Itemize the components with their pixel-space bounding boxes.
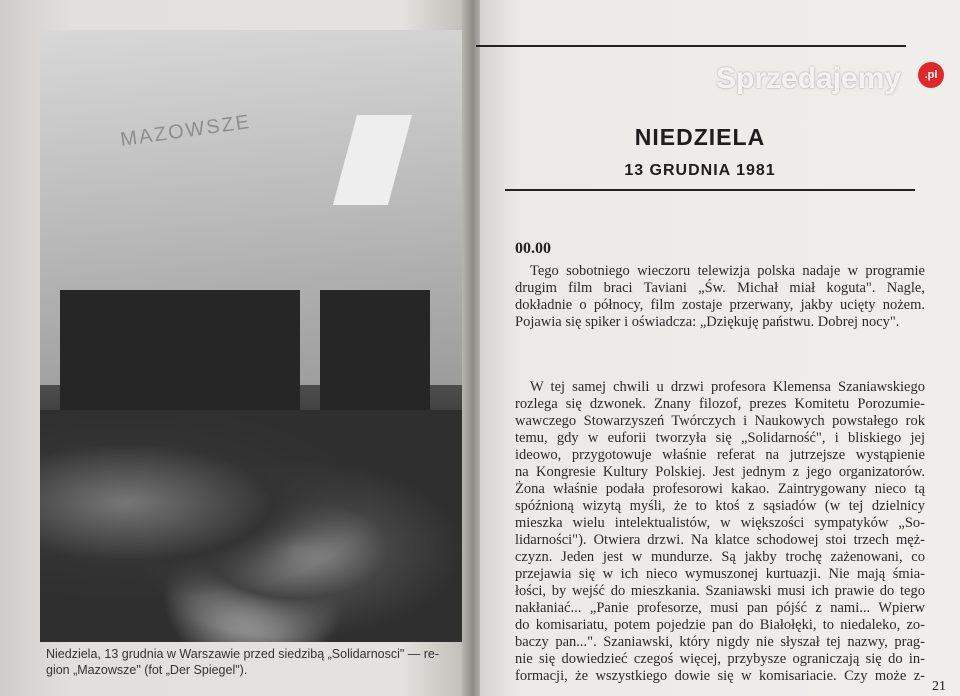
text-line: Pojawia się spiker i oświadcza: „Dziękuję państwu. Dobrej nocy". — [515, 314, 900, 330]
watermark: Sprzedajemy — [716, 62, 902, 95]
chapter-date: 13 GRUDNIA 1981 — [624, 162, 776, 179]
text-line: łości, by wejść do mieszkania. Szaniawski musi ich prawie do tego — [515, 583, 925, 599]
time-heading: 00.00 — [515, 240, 551, 257]
text-line: na Kongresie Kultury Polskiej. Jest jednym z jego organizatorów. — [515, 464, 925, 480]
doorway — [140, 290, 300, 430]
text-line: W tej samej chwili u drzwi profesora Klemensa Szaniawskiego — [530, 379, 925, 395]
text-line: nie się dowiedzieć czegoś więcej, przybysze ograniczają się do in- — [515, 651, 925, 667]
photo-sign: MAZOWSZE — [119, 110, 253, 152]
watermark-badge: .pl — [918, 62, 944, 88]
text-line: ideowo, przygotowuje właśnie referat na jutrzejsze wystąpienie — [515, 447, 925, 463]
text-line: mieszka wielu intelektualistów, w większości sympatyków „So- — [515, 515, 925, 531]
text-line: drugim film braci Taviani „Św. Michał miał koguta". Nagle, — [515, 280, 925, 296]
text-line: Żona właśnie podała profesorowi kakao. Zaintrygowany nieco tą — [515, 481, 925, 497]
caption-line: gion „Mazowsze" (fot „Der Spiegel"). — [46, 663, 248, 677]
caption-line: Niedziela, 13 grudnia w Warszawie przed siedzibą „Solidarnosci" — re- — [46, 647, 440, 661]
text-line: spóźnioną wizytą myśli, że to ktoś z sąsiadów (w tej dzielnicy — [515, 498, 925, 514]
doorway — [320, 290, 430, 430]
text-line: Tego sobotniego wieczoru telewizja polska nadaje w programie — [530, 263, 925, 279]
text-line: rozlega się dzwonek. Znany filozof, prezes Komitetu Porozumie- — [515, 396, 925, 412]
text-line: baczy pan...". Szaniawski, który nigdy nie słyszał tej nazwy, prag- — [515, 634, 925, 650]
text-line: nakłaniać... „Panie profesorze, musi pan pójść z nami... Wpierw — [515, 600, 925, 616]
bottom-rule — [505, 189, 915, 191]
chapter-title: NIEDZIELA — [634, 124, 766, 150]
text-line: czyzn. Jeden jest w mundurze. Są jakby trochę zażenowani, co — [515, 549, 925, 565]
text-line: przejawia się w ich nieco wymuszonej kurtuazji. Nie mają śmia- — [515, 566, 925, 582]
crowd-photo — [40, 30, 470, 642]
crowd — [40, 410, 470, 642]
page-number: 21 — [932, 679, 946, 694]
text-line: dokładnie o północy, film zostaje przerwany, jakby ucięty nożem. — [515, 297, 925, 313]
top-rule — [476, 45, 906, 47]
text-line: do komisariatu, potem pojedzie pan do Białołęki, to niedaleko, zo- — [515, 617, 925, 633]
doorway — [60, 290, 140, 430]
text-line: formacji, że wszystkiego dowie się w komisariacie. Czy może z- — [515, 668, 925, 684]
photo-caption — [46, 646, 466, 678]
text-line: lidarności"). Otwiera drzwi. Na klatce schodowej stoi trzech męż- — [515, 532, 925, 548]
text-line: wawczego Stowarzyszeń Twórczych i Naukowych powstałego rok — [515, 413, 925, 429]
text-line: temu, gdy w euforii tworzyła się „Solidarność", i bliskiego jej — [515, 430, 925, 446]
